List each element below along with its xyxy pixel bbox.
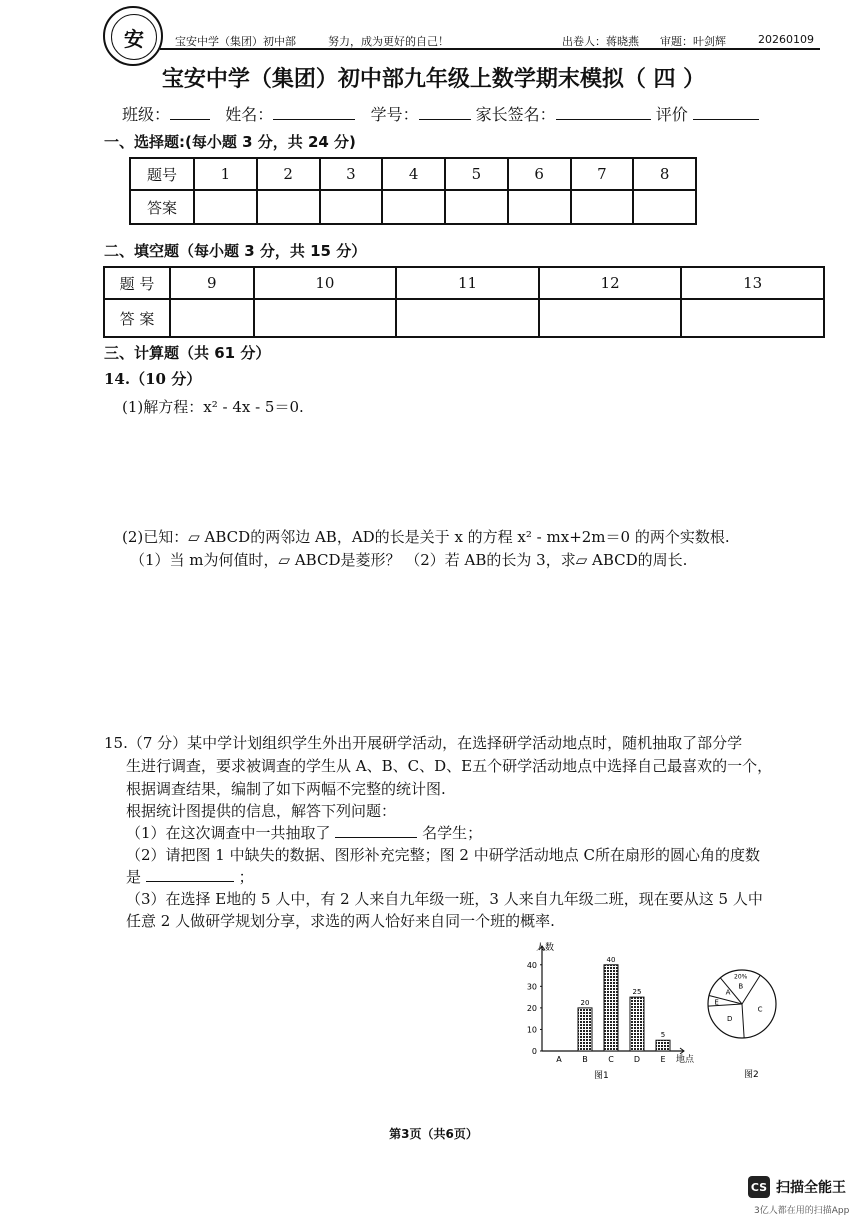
q15-sub1-blank[interactable] xyxy=(335,823,417,838)
pie-slice-label: E xyxy=(714,998,719,1007)
bar-chart-value-label: 40 xyxy=(606,955,616,964)
bar-chart-category-label: A xyxy=(556,1055,562,1064)
bar-chart-bar xyxy=(604,965,618,1051)
page-footer: 第3页（共6页） xyxy=(389,1127,478,1141)
bar-chart-category-label: D xyxy=(633,1055,641,1064)
choice-number-cell: 2 xyxy=(257,158,320,190)
choice-answer-table xyxy=(129,157,697,225)
class-label: 班级： xyxy=(122,105,171,124)
section2-heading: 二、填空题（每小题 3 分，共 15 分） xyxy=(104,242,367,260)
header-reviewer: 审题：叶剑辉 xyxy=(660,35,726,48)
pie-chart-caption: 图2 xyxy=(744,1070,759,1080)
fill-number-cell: 9 xyxy=(170,267,254,299)
q15-line4: 根据统计图提供的信息，解答下列问题： xyxy=(126,802,397,820)
id-blank[interactable] xyxy=(419,105,471,120)
fill-row-label-number: 题 号 xyxy=(104,267,170,299)
name-label: 姓名： xyxy=(225,105,274,124)
bar-chart-y-tick-label: 0 xyxy=(531,1047,537,1056)
name-blank[interactable] xyxy=(273,105,355,120)
pie-slice-label: B xyxy=(738,982,744,991)
choice-answer-cell[interactable] xyxy=(320,190,383,224)
header-date: 20260109 xyxy=(758,33,814,46)
school-logo xyxy=(103,6,163,66)
bar-chart-caption: 图1 xyxy=(594,1071,609,1080)
student-info-line xyxy=(122,102,759,125)
scanner-sub: 3亿人都在用的扫描App xyxy=(754,1206,850,1216)
q15-sub2: （2）请把图 1 中缺失的数据、图形补充完整；图 2 中研学活动地点 C所在扇形的圆心角的度数 xyxy=(126,846,760,864)
fill-answer-cell[interactable] xyxy=(681,299,824,337)
fill-number-cell: 13 xyxy=(681,267,824,299)
section1-heading: 一、选择题:(每小题 3 分，共 24 分) xyxy=(104,133,356,151)
bar-chart-bar xyxy=(656,1040,670,1051)
q14-label: 14.（10 分） xyxy=(104,370,202,388)
fill-answer-cell[interactable] xyxy=(254,299,397,337)
fill-number-cell: 10 xyxy=(254,267,397,299)
bar-chart-bar xyxy=(630,997,644,1051)
choice-answer-cell[interactable] xyxy=(194,190,257,224)
q15-sub1 xyxy=(126,822,482,843)
q15-sub2-tail: ； xyxy=(238,868,254,886)
pie-slice-label: D xyxy=(726,1015,733,1024)
choice-answer-cell[interactable] xyxy=(633,190,696,224)
q15-sub3-line2: 任意 2 人做研学规划分享，求选的两人恰好来自同一个班的概率. xyxy=(126,912,555,930)
choice-number-cell: 5 xyxy=(445,158,508,190)
fill-answer-cell[interactable] xyxy=(170,299,254,337)
scanner-name: 扫描全能王 xyxy=(776,1180,846,1196)
scanner-watermark xyxy=(748,1176,846,1198)
choice-number-cell: 8 xyxy=(633,158,696,190)
bar-chart-y-tick-label: 10 xyxy=(526,1025,537,1035)
choice-number-cell: 3 xyxy=(320,158,383,190)
section3-heading: 三、计算题（共 61 分） xyxy=(104,344,271,362)
page-title: 宝安中学（集团）初中部九年级上数学期末模拟（ 四 ） xyxy=(161,67,706,92)
fill-number-cell: 11 xyxy=(396,267,539,299)
q15-sub1-text: （1）在这次调查中一共抽取了 xyxy=(126,824,331,842)
fill-answer-cell[interactable] xyxy=(396,299,539,337)
q14-part1: (1)解方程：x² - 4x - 5＝0. xyxy=(122,398,304,416)
q15-sub2-blank[interactable] xyxy=(146,867,234,882)
bar-chart-bar xyxy=(578,1008,592,1051)
q15-line3: 根据调查结果，编制了如下两幅不完整的统计图. xyxy=(126,780,446,798)
choice-number-cell: 7 xyxy=(571,158,634,190)
choice-answer-cell[interactable] xyxy=(382,190,445,224)
choice-number-cell: 1 xyxy=(194,158,257,190)
fill-answer-table xyxy=(103,266,825,338)
bar-chart-y-tick-label: 20 xyxy=(526,1003,537,1013)
q14-part2-sub: （1）当 m为何值时，▱ ABCD是菱形？ （2）若 AB的长为 3，求▱ ABCD的周长. xyxy=(130,551,688,569)
parent-label: 家长签名： xyxy=(475,105,556,124)
bar-chart-category-label: B xyxy=(582,1055,588,1064)
parent-blank[interactable] xyxy=(556,105,651,120)
class-blank[interactable] xyxy=(170,105,210,120)
choice-row-label-answer: 答案 xyxy=(130,190,194,224)
pie-slice-label: C xyxy=(757,1005,763,1014)
bar-chart-xlabel: 地点 xyxy=(676,1055,695,1065)
id-label: 学号： xyxy=(370,105,419,124)
bar-chart-y-tick-label: 40 xyxy=(526,960,537,970)
bar-chart-value-label: 5 xyxy=(660,1031,666,1040)
q15-sub2-is: 是 xyxy=(126,868,142,886)
bar-chart-value-label: 25 xyxy=(632,988,642,997)
eval-label: 评价 xyxy=(655,105,688,124)
bar-chart-value-label: 20 xyxy=(580,998,590,1007)
choice-answer-cell[interactable] xyxy=(257,190,320,224)
pie-chart-figure2 xyxy=(700,962,790,1082)
choice-number-cell: 4 xyxy=(382,158,445,190)
q14-part2: (2)已知：▱ ABCD的两邻边 AB，AD的长是关于 x 的方程 x² - mx+2m＝0 的两个实数根. xyxy=(122,528,730,546)
choice-row-label-number: 题号 xyxy=(130,158,194,190)
bar-chart-y-tick-label: 30 xyxy=(526,982,537,992)
bar-chart-figure1 xyxy=(508,940,708,1080)
bar-chart-category-label: C xyxy=(608,1055,614,1064)
q15-sub2-line2 xyxy=(126,866,254,887)
bar-chart-ylabel: 人数 xyxy=(536,943,555,953)
q15-sub1-tail: 名学生； xyxy=(422,824,483,842)
header-author: 出卷人：蒋晓燕 xyxy=(562,35,639,48)
choice-answer-cell[interactable] xyxy=(508,190,571,224)
q15-sub3: （3）在选择 E地的 5 人中，有 2 人来自九年级一班，3 人来自九年级二班，现在要从这 5 人中 xyxy=(126,890,763,908)
eval-blank[interactable] xyxy=(693,105,759,120)
header-school: 宝安中学（集团）初中部 xyxy=(175,35,296,48)
pie-slice-label: A xyxy=(725,988,731,997)
choice-answer-cell[interactable] xyxy=(571,190,634,224)
choice-number-cell: 6 xyxy=(508,158,571,190)
scanner-badge: CS xyxy=(748,1176,770,1198)
header-motto: 努力，成为更好的自己！ xyxy=(328,35,449,48)
q15-line2: 生进行调查，要求被调查的学生从 A、B、C、D、E五个研学活动地点中选择自己最喜欢的一个， xyxy=(126,757,773,775)
fill-answer-cell[interactable] xyxy=(539,299,682,337)
choice-answer-cell[interactable] xyxy=(445,190,508,224)
fill-number-cell: 12 xyxy=(539,267,682,299)
pie-percent-annotation: 20% xyxy=(734,973,748,981)
bar-chart-category-label: E xyxy=(660,1055,666,1064)
q15-line1: 15.（7 分）某中学计划组织学生外出开展研学活动，在选择研学活动地点时，随机抽取了部分学 xyxy=(104,734,743,752)
school-logo-glyph: 安 xyxy=(111,14,157,60)
fill-row-label-answer: 答 案 xyxy=(104,299,170,337)
